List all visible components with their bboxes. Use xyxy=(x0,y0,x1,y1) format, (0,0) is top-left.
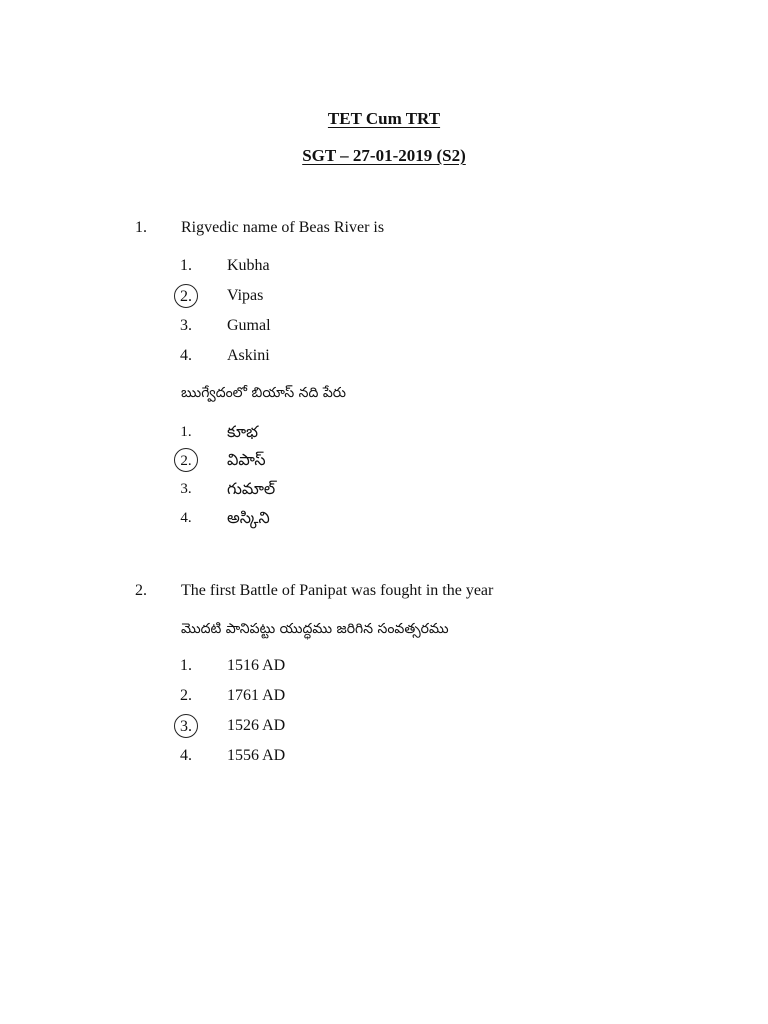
q2-option-1-text: 1516 AD xyxy=(227,657,286,674)
page-subtitle: SGT – 27-01-2019 (S2) xyxy=(302,146,466,165)
q1-telugu-option-3-text: గుమాల్ xyxy=(227,479,276,498)
page-title: TET Cum TRT xyxy=(327,109,441,128)
q2-option-2-text: 1761 AD xyxy=(227,687,286,704)
q1-option-3-number: 3. xyxy=(180,317,192,334)
q1-telugu-option-1-text: కూభ xyxy=(227,422,259,441)
question-2-number: 2. xyxy=(135,582,147,599)
q1-option-1-number: 1. xyxy=(180,257,192,274)
q1-option-4-number: 4. xyxy=(180,347,192,364)
question-2-text-english: The first Battle of Panipat was fought in the year xyxy=(181,582,494,599)
q1-option-4-text: Askini xyxy=(227,347,270,364)
q2-option-1-number: 1. xyxy=(180,657,192,674)
question-1-number: 1. xyxy=(135,219,147,236)
q2-option-2-number: 2. xyxy=(180,687,192,704)
q1-option-1-text: Kubha xyxy=(227,257,270,274)
q2-option-3-text: 1526 AD xyxy=(227,717,286,734)
q1-option-3-text: Gumal xyxy=(227,317,271,334)
q1-telugu-option-2-number-circled: 2. xyxy=(174,448,198,472)
q2-option-3-number-circled: 3. xyxy=(174,714,198,738)
q1-option-2-text: Vipas xyxy=(227,287,264,304)
q2-option-4-text: 1556 AD xyxy=(227,747,286,764)
q1-telugu-option-4-text: అస్కిని xyxy=(227,508,270,527)
q1-telugu-option-3-number: 3. xyxy=(180,481,192,497)
q1-telugu-option-1-number: 1. xyxy=(180,424,192,440)
q2-option-4-number: 4. xyxy=(180,747,192,764)
q1-telugu-option-2-text: విపాస్ xyxy=(227,450,266,469)
question-1-text-english: Rigvedic name of Beas River is xyxy=(181,219,385,236)
question-1-text-telugu: ఋగ్వేదంలో బియాస్ నది పేరు xyxy=(181,385,346,401)
question-2-text-telugu: మొదటి పానిపట్టు యుద్ధము జరిగిన సంవత్సరము xyxy=(181,621,449,637)
q1-telugu-option-4-number: 4. xyxy=(180,510,192,526)
q1-option-2-number-circled: 2. xyxy=(174,284,198,308)
